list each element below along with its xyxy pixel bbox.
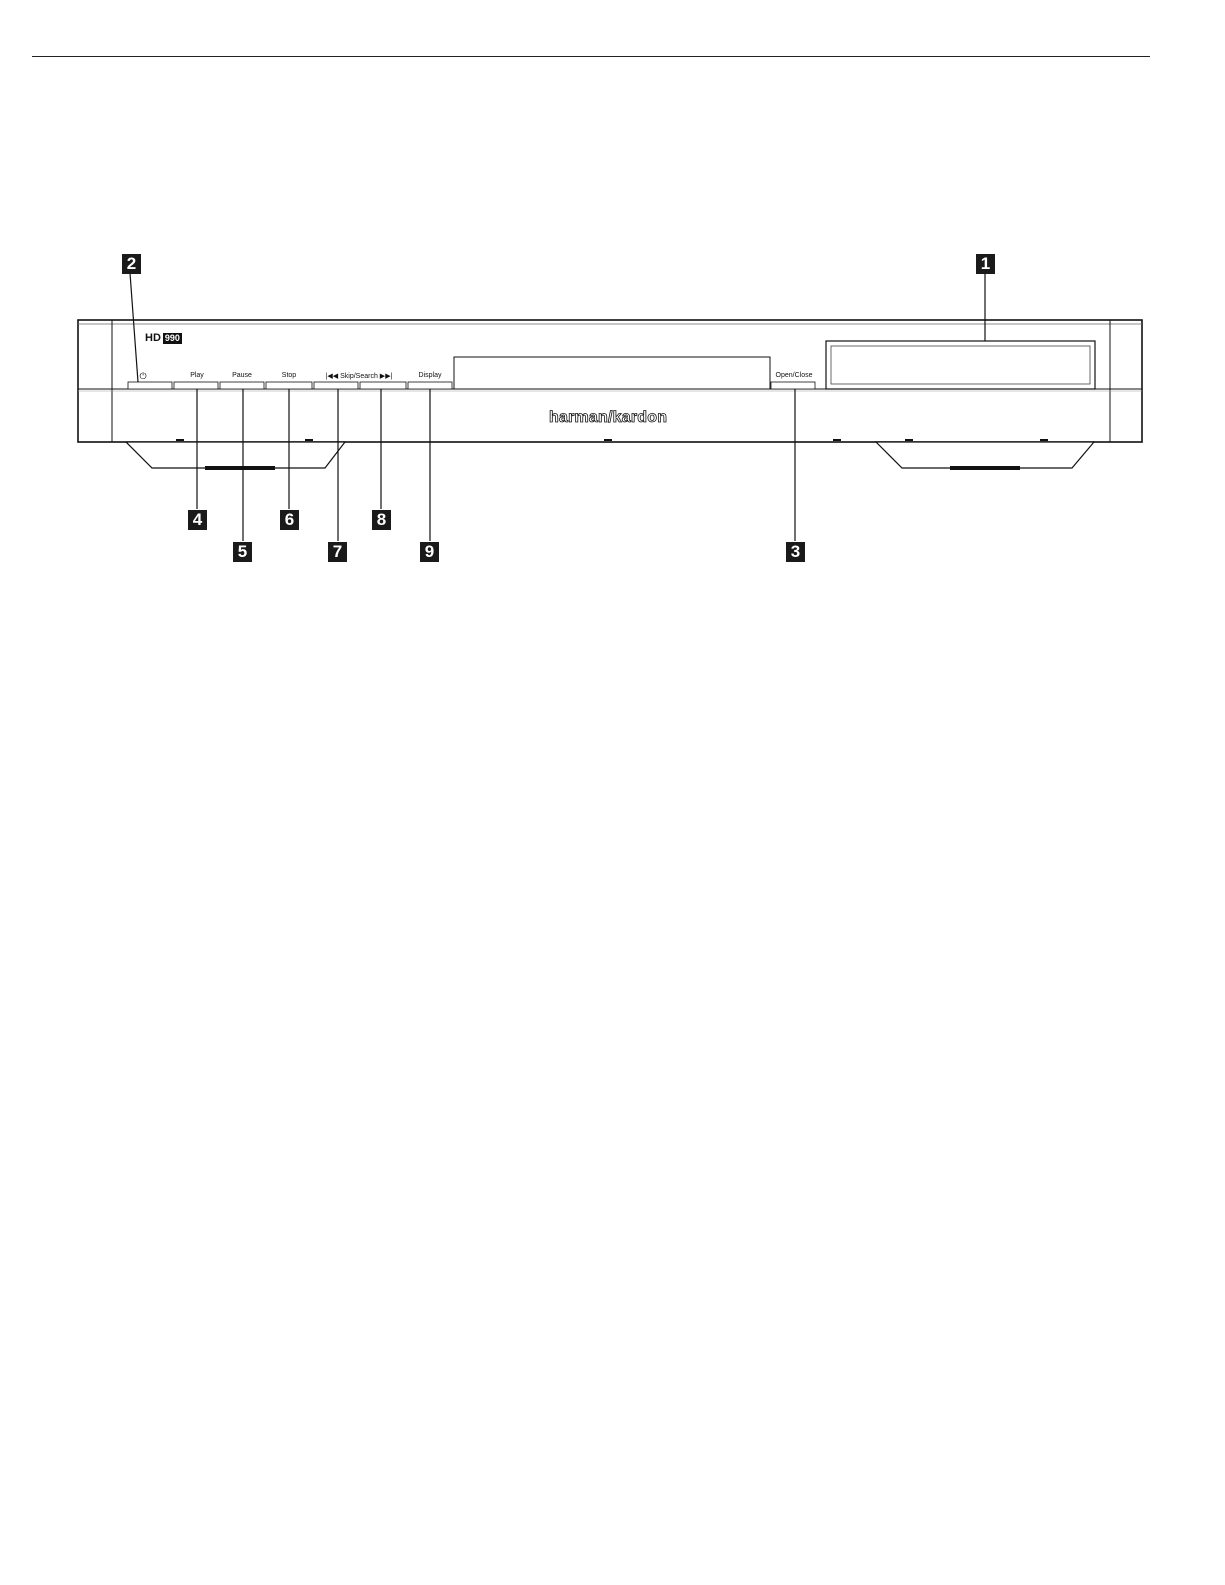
brand-logo: harman/kardon	[549, 409, 668, 426]
skip-search-label: |◀◀ Skip/Search ▶▶|	[325, 373, 393, 380]
callout-5: 5	[233, 542, 252, 562]
display-window	[454, 357, 770, 389]
display-button	[408, 382, 452, 389]
model-badge	[145, 332, 182, 344]
left-foot-base	[205, 466, 275, 470]
play-button	[174, 382, 218, 389]
power-icon: ⏻	[139, 371, 147, 381]
play-label: Play	[190, 372, 204, 379]
open-close-label: Open/Close	[775, 372, 813, 379]
callout-4: 4	[188, 510, 207, 530]
callout-9: 9	[420, 542, 439, 562]
open-close-button	[771, 382, 815, 389]
callout-6: 6	[280, 510, 299, 530]
model-number: 990	[164, 332, 180, 343]
callout-7: 7	[328, 542, 347, 562]
pause-button	[220, 382, 264, 389]
callout-3: 3	[786, 542, 805, 562]
stop-button	[266, 382, 312, 389]
skip-forward-button	[360, 382, 406, 389]
callout-8: 8	[372, 510, 391, 530]
left-foot	[126, 442, 345, 468]
callout-1: 1	[976, 254, 995, 274]
model-prefix: HD	[145, 332, 161, 344]
disc-tray-inner	[831, 346, 1090, 384]
display-label: Display	[418, 372, 442, 379]
stop-label: Stop	[281, 372, 297, 379]
callout-2: 2	[122, 254, 141, 274]
pause-label: Pause	[232, 372, 252, 379]
power-button	[128, 382, 172, 389]
right-foot-base	[950, 466, 1020, 470]
skip-back-button	[314, 382, 358, 389]
right-foot	[876, 442, 1094, 468]
